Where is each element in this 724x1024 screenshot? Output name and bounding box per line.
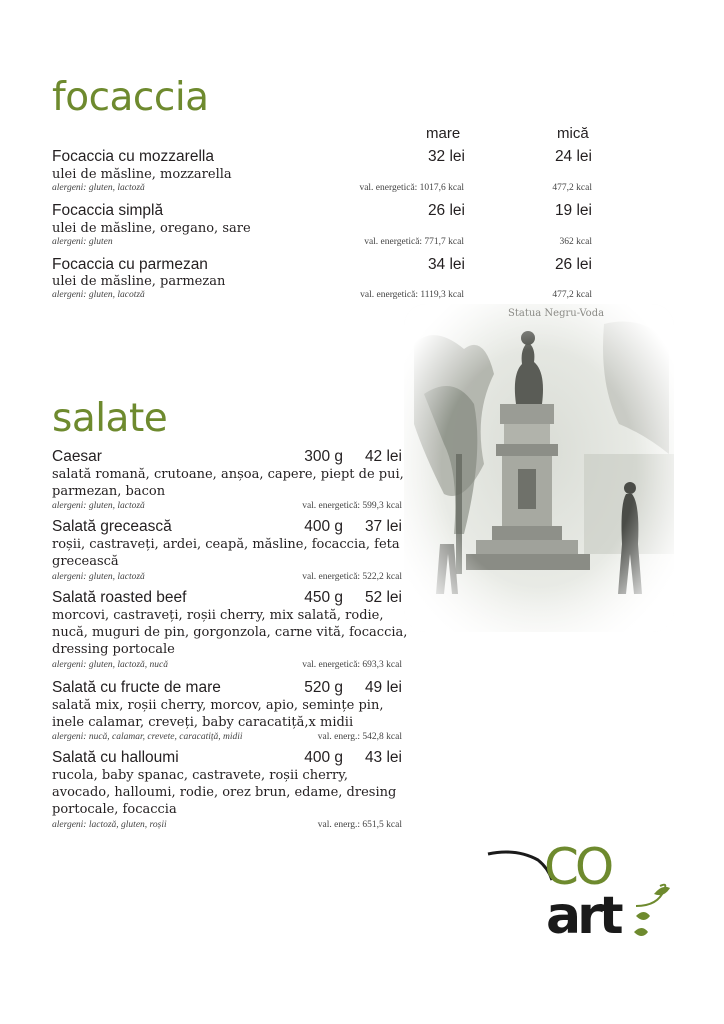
energy-large: val. energetică: 1017,6 kcal [359, 183, 464, 193]
column-header-small: mică [557, 125, 589, 142]
item-allergens: alergeni: gluten, lactoză [52, 501, 145, 511]
price-large: 34 lei [427, 256, 465, 273]
item-allergens: alergeni: gluten, lactoză [52, 572, 145, 582]
logo-text-co: CO [544, 838, 611, 896]
item-allergens: alergeni: gluten, lactoză [52, 183, 145, 193]
item-energy: val. energetică: 522,2 kcal [302, 572, 402, 582]
item-ingredients: rucola, baby spanac, castravete, roșii cherry, avocado, halloumi, rodie, orez brun, edame, dresing portocale, focaccia [52, 768, 397, 817]
item-energy: val. energetică: 693,3 kcal [302, 660, 402, 670]
item-weight: 300 g [304, 448, 343, 465]
section-title-focaccia: focaccia [52, 75, 209, 120]
item-name: Salată roasted beef [52, 589, 187, 606]
energy-small: 477,2 kcal [552, 183, 592, 193]
item-ingredients: ulei de măsline, mozzarella [52, 167, 232, 182]
item-name: Focaccia cu mozzarella [52, 148, 214, 165]
energy-small: 362 kcal [559, 237, 592, 247]
item-energy: val. energ.: 542,8 kcal [317, 732, 402, 742]
item-name: Caesar [52, 448, 102, 465]
item-price: 42 lei [364, 448, 402, 465]
item-price: 37 lei [364, 518, 402, 535]
item-weight: 400 g [304, 518, 343, 535]
item-price: 52 lei [364, 589, 402, 606]
item-weight: 450 g [304, 589, 343, 606]
item-weight: 400 g [304, 749, 343, 766]
price-small: 19 lei [554, 202, 592, 219]
item-ingredients: salată romană, crutoane, anșoa, capere, piept de pui, parmezan, bacon [52, 467, 404, 499]
energy-large: val. energetică: 771,7 kcal [364, 237, 464, 247]
price-large: 26 lei [427, 202, 465, 219]
price-small: 26 lei [554, 256, 592, 273]
section-title-salate: salate [52, 396, 168, 441]
coart-logo [486, 838, 676, 950]
item-allergens: alergeni: gluten [52, 237, 113, 247]
item-name: Focaccia simplă [52, 202, 164, 219]
vintage-statue-photo [404, 304, 674, 632]
logo-text-art: art [546, 886, 620, 946]
item-ingredients: ulei de măsline, oregano, sare [52, 221, 251, 236]
item-ingredients: ulei de măsline, parmezan [52, 274, 226, 289]
item-price: 49 lei [364, 679, 402, 696]
item-ingredients: salată mix, roșii cherry, morcov, apio, semințe pin, inele calamar, creveți, baby caracatiță,x midii [52, 698, 384, 730]
energy-small: 477,2 kcal [552, 290, 592, 300]
item-allergens: alergeni: nucă, calamar, crevete, caracatiță, midii [52, 732, 243, 742]
item-allergens: alergeni: lactoză, gluten, roșii [52, 820, 167, 830]
energy-large: val. energetică: 1119,3 kcal [360, 290, 464, 300]
item-energy: val. energ.: 651,5 kcal [317, 820, 402, 830]
item-name: Salată cu halloumi [52, 749, 179, 766]
item-ingredients: roșii, castraveți, ardei, ceapă, măsline, focaccia, feta grecească [52, 537, 400, 569]
price-small: 24 lei [554, 148, 592, 165]
item-allergens: alergeni: gluten, lactoză, nucă [52, 660, 168, 670]
item-name: Salată grecească [52, 518, 172, 535]
item-name: Focaccia cu parmezan [52, 256, 208, 273]
item-name: Salată cu fructe de mare [52, 679, 221, 696]
item-ingredients: morcovi, castraveți, roșii cherry, mix salată, rodie, nucă, muguri de pin, gorgonzola, carne vită, focaccia, dressing portocale [52, 608, 408, 657]
item-allergens: alergeni: gluten, lacotză [52, 290, 145, 300]
price-large: 32 lei [427, 148, 465, 165]
photo-caption: Statua Negru-Voda [508, 308, 605, 319]
item-weight: 520 g [304, 679, 343, 696]
statue-illustration [404, 304, 674, 632]
item-energy: val. energetică: 599,3 kcal [302, 501, 402, 511]
item-price: 43 lei [364, 749, 402, 766]
column-header-large: mare [426, 125, 461, 142]
